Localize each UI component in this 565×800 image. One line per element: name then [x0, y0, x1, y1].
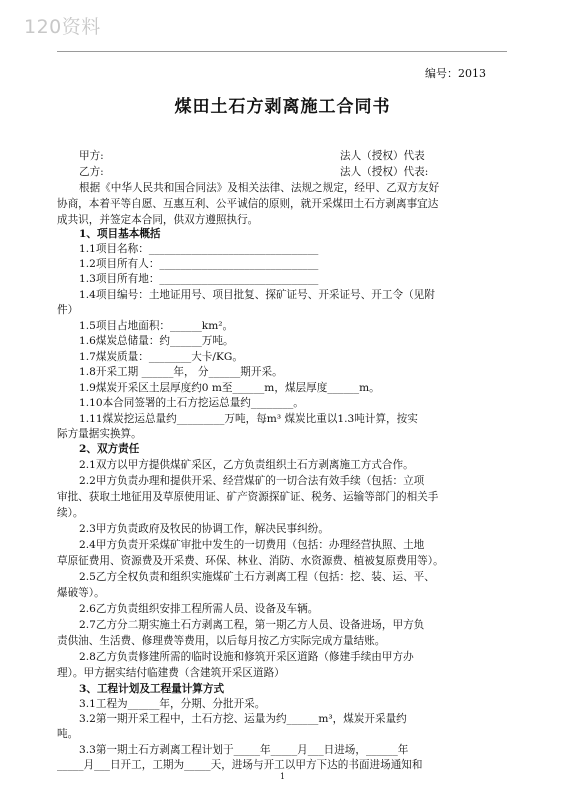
clause-line: 爆破等）。 — [57, 587, 105, 599]
clause-line: 草原征费用、资源费及开采费、环保、林业、消防、水资源费、植被复原费用等）。 — [57, 555, 444, 567]
clause-line: 1.5项目占地面积：______km²。 — [79, 320, 234, 332]
clause-line: 1.9煤炭开采区土层厚度约0 m至______m，煤层厚度______m。 — [79, 382, 380, 394]
page-title: 煤田土石方剥离施工合同书 — [174, 97, 391, 117]
party-b-rep-label: 法人（授权）代表: — [340, 166, 429, 178]
clause-line: 3.1工程为______年，分期、分批开采。 — [79, 698, 266, 710]
clause-line: 1.2项目所有人：______________________________ — [79, 258, 319, 270]
section-heading: 1、项目基本概括 — [79, 228, 161, 240]
clause-line: 3.2第一期开采工程中，土石方挖、运量为约______m³，煤炭开采量约 — [79, 713, 407, 725]
clause-line: 2.1双方以甲方提供煤矿采区，乙方负责组织土石方剥离施工方式合作。 — [79, 459, 414, 471]
clause-line: 1.11煤炭挖运总量约_________万吨，每m³ 煤炭比重以1.3吨计算，按实 — [79, 413, 418, 425]
clause-line: 1.8开采工期 ______年， 分______期开采。 — [79, 366, 283, 378]
clause-line: 2.5乙方全权负责和组织实施煤矿土石方剥离工程（包括：挖、装、运、平、 — [79, 571, 435, 583]
clause-line: 审批、获取土地征用及草原使用证、矿产资源探矿证、税务、运输等部门的相关手 — [57, 491, 439, 503]
clause-line: 2.8乙方负责修建所需的临时设施和修筑开采区道路（修建手续由甲方办 — [79, 651, 414, 663]
clause-line: 际方量据实换算。 — [57, 428, 142, 440]
clause-line: 续）。 — [57, 507, 84, 519]
clause-line: 2.3甲方负责政府及牧民的协调工作，解决民事纠纷。 — [79, 523, 329, 535]
clause-line: 1.10本合同签署的土石方挖运总量约________。 — [79, 397, 304, 409]
party-b-label: 乙方: — [79, 166, 104, 178]
party-a-rep-label: 法人（授权）代表 — [340, 150, 425, 162]
clause-line: 1.7煤炭质量：________大卡/KG。 — [79, 351, 243, 363]
intro-line: 协商，本着平等自愿、互惠互利、公平诚信的原则，就开采煤田土石方剥离事宜达 — [57, 198, 439, 210]
clause-line: _____月___日开工，工期为_____天，进场与开工以甲方下达的书面进场通知和 — [57, 759, 423, 771]
clause-line: 1.3项目所有地：______________________________ — [79, 273, 319, 285]
section-heading: 3、工程计划及工程量计算方式 — [79, 683, 225, 695]
clause-line: 2.2甲方负责办理和提供开采、经营煤矿的一切合法有效手续（包括：立项 — [79, 475, 425, 487]
clause-line: 1.6煤炭总储量：约______万吨。 — [79, 335, 234, 347]
clause-line: 2.7乙方分二期实施土石方剥离工程，第一期乙方人员、设备进场，甲方负 — [79, 619, 425, 631]
party-a-label: 甲方: — [79, 150, 104, 162]
clause-line: 2.4甲方负责开采煤矿审批中发生的一切费用（包括：办理经营执照、土地 — [79, 539, 425, 551]
page-number: 1 — [279, 772, 286, 781]
watermark: 120资料 — [24, 16, 101, 38]
clause-line: 责供油、生活费、修理费等费用，以后每月按乙方实际完成方量结账。 — [57, 635, 386, 647]
document-number: 编号：2013 — [425, 67, 486, 80]
clause-line: 1.4项目编号：土地证用号、项目批复、探矿证号、开采证号、开工令（见附 — [79, 289, 435, 301]
clause-line: 理）。甲方据实结付临建费（含建筑开采区道路） — [57, 667, 285, 679]
header-divider — [57, 51, 507, 52]
clause-line: 1.1项目名称：________________________________ — [79, 243, 319, 255]
section-heading: 2、双方责任 — [79, 443, 140, 455]
clause-line: 3.3第一期土石方剥离工程计划于_____年_____月___日进场，______年 — [79, 744, 409, 756]
clause-line: 2.6乙方负责组织安排工程所需人员、设备及车辆。 — [79, 603, 319, 615]
clause-line: 件） — [57, 304, 79, 316]
clause-line: 吨。 — [57, 728, 79, 740]
intro-line: 成共识，并签定本合同，供双方遵照执行。 — [57, 214, 259, 226]
intro-line: 根据《中华人民共和国合同法》及相关法律、法规之规定，经甲、乙双方友好 — [79, 182, 440, 194]
